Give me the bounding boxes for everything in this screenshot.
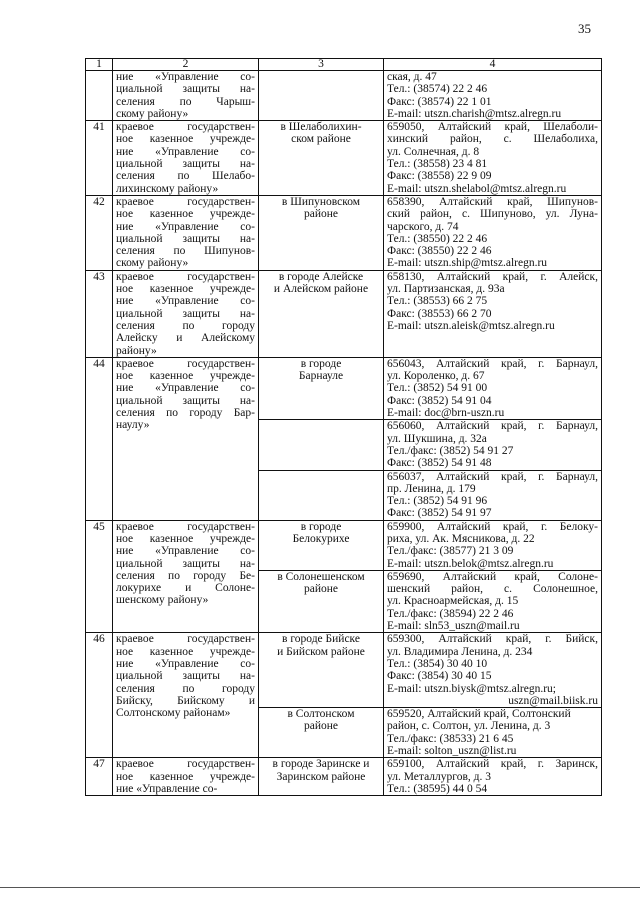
contact-line: E-mail: doc@brn-uszn.ru [387, 407, 505, 420]
contact-line: Тел.: (3854) 30 40 10 [387, 657, 488, 670]
service-area-line: в Шелаболихин- [280, 121, 362, 134]
row-number: 43 [86, 270, 113, 357]
contact-line: Факс: (38550) 22 2 46 [387, 245, 492, 258]
contact-line: Тел./факс: (38533) 21 6 45 [387, 732, 514, 745]
institution-name [113, 357, 259, 520]
contact-line: шенский район, с. Солонешное, [387, 583, 598, 596]
institution-name-line: ное казенное учрежде- [116, 133, 255, 146]
institution-name-line: циальной защиты на- [116, 232, 255, 245]
institution-name-line: циальной защиты на- [116, 307, 255, 320]
service-area-line: Барнауле [298, 370, 344, 383]
institution-name-line: ное казенное учрежде- [116, 208, 255, 221]
service-area-line: районе [303, 208, 339, 221]
institution-name-line: краевое государствен- [116, 520, 255, 533]
contact-line: Тел./факс: (38577) 21 3 09 [387, 545, 514, 558]
contact-details [384, 758, 602, 796]
contact-line: 656043, Алтайский край, г. Барнаул, [387, 357, 598, 370]
contact-line: 659300, Алтайский край, г. Бийск, [387, 633, 598, 646]
contact-details [384, 71, 602, 121]
service-area-line: в городе [300, 357, 342, 370]
contact-line: 659520, Алтайский край, Солтонский [387, 708, 571, 721]
table-row [86, 520, 602, 570]
contact-line: 659690, Алтайский край, Солоне- [387, 570, 598, 583]
contact-details [384, 570, 602, 632]
institution-name-line: ное казенное учрежде- [116, 370, 255, 383]
column-header-1: 1 [86, 59, 113, 71]
service-area-line: и Алейском районе [273, 283, 369, 296]
service-area [259, 270, 384, 357]
contact-line: E-mail: utszn.charish@mtsz.alregn.ru [387, 107, 562, 120]
institution-name [113, 195, 259, 270]
contact-details [384, 357, 602, 419]
contact-line: E-mail: solton_uszn@list.ru [387, 745, 517, 758]
institution-name-line: скому району» [116, 257, 189, 270]
contact-line: Факс: (38574) 22 1 01 [387, 95, 492, 108]
table-row [86, 633, 602, 708]
institution-name-line: циальной защиты на- [116, 83, 255, 96]
institution-name-line: циальной защиты на- [116, 394, 255, 407]
contact-line: пр. Ленина, д. 179 [387, 482, 476, 495]
service-area [259, 708, 384, 758]
service-area [259, 357, 384, 419]
institution-name-line: ние «Управление со- [116, 657, 255, 670]
contact-line: ул. Шукшина, д. 32а [387, 432, 487, 445]
institution-name-line: ное казенное учрежде- [116, 532, 255, 545]
table-row [86, 195, 602, 270]
contact-line: Факс: (3852) 54 91 04 [387, 394, 492, 407]
contact-line: 658390, Алтайский край, Шипунов- [387, 195, 598, 208]
contact-line: 656037, Алтайский край, г. Барнаул, [387, 470, 598, 483]
service-area-line: Заринском районе [276, 770, 366, 783]
institution-name-line: шенскому району» [116, 594, 209, 607]
contact-line: Тел.: (38558) 23 4 81 [387, 158, 488, 171]
column-header-row [86, 59, 602, 71]
service-area [259, 420, 384, 470]
row-number: 44 [86, 357, 113, 520]
service-area-line: районе [303, 720, 339, 733]
institution-name [113, 633, 259, 758]
row-number: 46 [86, 633, 113, 758]
page-number: 35 [578, 21, 591, 36]
service-area-line: в Шипуновском [281, 195, 361, 208]
column-header-2: 2 [113, 59, 259, 71]
row-number: 47 [86, 758, 113, 796]
institution-name [113, 121, 259, 196]
contact-line: Тел.: (3852) 54 91 00 [387, 382, 488, 395]
contact-line: Факс: (38553) 66 2 70 [387, 307, 492, 320]
institution-name-line: ние «Управление со- [116, 145, 255, 158]
contact-line: Тел.: (38574) 22 2 46 [387, 83, 488, 96]
service-area [259, 633, 384, 708]
contact-line: Факс: (3854) 30 40 15 [387, 670, 492, 683]
contact-line: Тел.: (38550) 22 2 46 [387, 232, 488, 245]
row-number: 41 [86, 121, 113, 196]
contact-details [384, 121, 602, 196]
institution-name-line: Солтонскому районам» [116, 707, 231, 720]
contact-line: чарского, д. 74 [387, 220, 459, 233]
service-area-line: в городе [300, 520, 342, 533]
contact-details [384, 270, 602, 357]
table-row [86, 121, 602, 196]
table-row [86, 270, 602, 357]
contact-line: Тел./факс: (38594) 22 2 46 [387, 607, 514, 620]
institution-name-line: локурихе и Солоне- [116, 582, 255, 595]
institution-name [113, 270, 259, 357]
institution-name-line: селения по городу [116, 682, 255, 695]
institution-name-line: скому району» [116, 107, 189, 120]
table-row [86, 758, 602, 796]
contact-line: Тел.: (3852) 54 91 96 [387, 495, 488, 508]
service-area [259, 520, 384, 570]
service-area [259, 470, 384, 520]
service-area-line: и Бийском районе [277, 645, 365, 658]
contact-line: uszn@mail.biisk.ru [508, 694, 598, 707]
contact-line: ул. Владимира Ленина, д. 234 [387, 645, 533, 658]
service-area [259, 71, 384, 121]
service-area [259, 758, 384, 796]
institution-name-line: краевое государствен- [116, 633, 255, 646]
contact-line: ская, д. 47 [387, 71, 437, 83]
institution-name-line: ное казенное учрежде- [116, 283, 255, 296]
contact-details [384, 420, 602, 470]
institution-name-line: циальной защиты на- [116, 158, 255, 171]
institution-name-line: краевое государствен- [116, 121, 255, 134]
contact-line: E-mail: utszn.ship@mtsz.alregn.ru [387, 257, 548, 270]
institution-name-line: лихинскому району» [116, 182, 219, 195]
contact-details [384, 520, 602, 570]
contact-line: E-mail: utszn.biysk@mtsz.alregn.ru; [387, 682, 557, 695]
contact-line: E-mail: sln53_uszn@mail.ru [387, 620, 520, 633]
contact-line: E-mail: utszn.shelabol@mtsz.alregn.ru [387, 182, 567, 195]
institution-name-line: селения по городу [116, 319, 255, 332]
contact-line: 659900, Алтайский край, г. Белоку- [387, 520, 598, 533]
contact-details [384, 470, 602, 520]
institution-name-line: селения по городу Бар- [116, 407, 255, 420]
contact-line: E-mail: utszn.aleisk@mtsz.alregn.ru [387, 319, 555, 332]
table-row [86, 357, 602, 419]
institution-name-line: ние «Управление со- [116, 782, 218, 795]
institution-name [113, 758, 259, 796]
contact-line: ул. Партизанская, д. 93а [387, 283, 505, 296]
institution-name-line: краевое государствен- [116, 195, 255, 208]
service-area-line: в городе Заринске и [272, 758, 370, 771]
institution-name-line: селения по городу Бе- [116, 569, 255, 582]
institution-name-line: краевое государствен- [116, 357, 255, 370]
contact-line: Факс: (3852) 54 91 48 [387, 457, 492, 470]
contact-line: ул. Короленко, д. 67 [387, 370, 485, 383]
institution-name-line: циальной защиты на- [116, 557, 255, 570]
institution-name [113, 71, 259, 121]
contact-line: Факс: (3852) 54 91 97 [387, 507, 492, 520]
contact-line: Тел.: (38553) 66 2 75 [387, 295, 488, 308]
service-area-line: в городе Алейске [278, 270, 364, 283]
contact-line: ский район, с. Шипуново, ул. Луна- [387, 208, 598, 221]
contact-line: ул. Красноармейская, д. 15 [387, 595, 519, 608]
contact-line: район, с. Солтон, ул. Ленина, д. 3 [387, 720, 551, 733]
service-area-line: в городе Бийске [282, 633, 360, 646]
contact-details [384, 708, 602, 758]
institution-name [113, 520, 259, 633]
institution-name-line: ние «Управление со- [116, 220, 255, 233]
service-area-line: ском районе [291, 133, 351, 146]
bottom-rule [0, 887, 640, 888]
service-area-line: в Солтонском [287, 708, 355, 721]
contact-line: риха, ул. Ак. Мясникова, д. 22 [387, 532, 535, 545]
institution-name-line: Бийску, Бийскому и [116, 694, 255, 707]
service-area-line: в Солонешенском [277, 570, 365, 583]
contact-line: ул. Солнечная, д. 8 [387, 145, 480, 158]
row-number: 42 [86, 195, 113, 270]
institution-name-line: селения по Шелабо- [116, 170, 255, 183]
institution-name-line: краевое государствен- [116, 270, 255, 283]
contact-line: 656060, Алтайский край, г. Барнаул, [387, 420, 598, 433]
contact-line: 658130, Алтайский край, г. Алейск, [387, 270, 598, 283]
institution-name-line: ние «Управление со- [116, 545, 255, 558]
institution-name-line: Алейску и Алейскому [116, 332, 255, 345]
institution-name-line: краевое государствен- [116, 758, 255, 771]
row-number [86, 71, 113, 121]
contact-line: ул. Металлургов, д. 3 [387, 770, 491, 783]
institution-name-line: ние «Управление со- [116, 295, 255, 308]
institution-name-line: циальной защиты на- [116, 670, 255, 683]
institution-name-line: селения по Шипунов- [116, 245, 255, 258]
institution-name-line: ное казенное учрежде- [116, 645, 255, 658]
contact-line: E-mail: utszn.belok@mtsz.alregn.ru [387, 557, 554, 570]
contact-line: Тел./факс: (3852) 54 91 27 [387, 444, 514, 457]
contact-details [384, 633, 602, 708]
column-header-4: 4 [384, 59, 602, 71]
contact-line: Тел.: (38595) 44 0 54 [387, 782, 488, 795]
institution-name-line: ние «Управление со- [116, 71, 255, 83]
service-area [259, 195, 384, 270]
contact-line: Факс: (38558) 22 9 09 [387, 170, 492, 183]
table-row [86, 71, 602, 121]
service-area-line: районе [303, 583, 339, 596]
contact-line: 659050, Алтайский край, Шелаболи- [387, 121, 598, 134]
column-header-3: 3 [259, 59, 384, 71]
row-number: 45 [86, 520, 113, 633]
institution-name-line: району» [116, 344, 157, 357]
institution-name-line: селения по Чарыш- [116, 95, 255, 108]
offices-table [85, 58, 602, 796]
contact-line: 659100, Алтайский край, г. Заринск, [387, 758, 598, 771]
institution-name-line: ное казенное учрежде- [116, 770, 255, 783]
contact-details [384, 195, 602, 270]
contact-line: хинский район, с. Шелаболиха, [387, 133, 598, 146]
service-area [259, 570, 384, 632]
institution-name-line: наулу» [116, 419, 150, 432]
service-area-line: Белокурихе [292, 532, 350, 545]
service-area [259, 121, 384, 196]
institution-name-line: ние «Управление со- [116, 382, 255, 395]
